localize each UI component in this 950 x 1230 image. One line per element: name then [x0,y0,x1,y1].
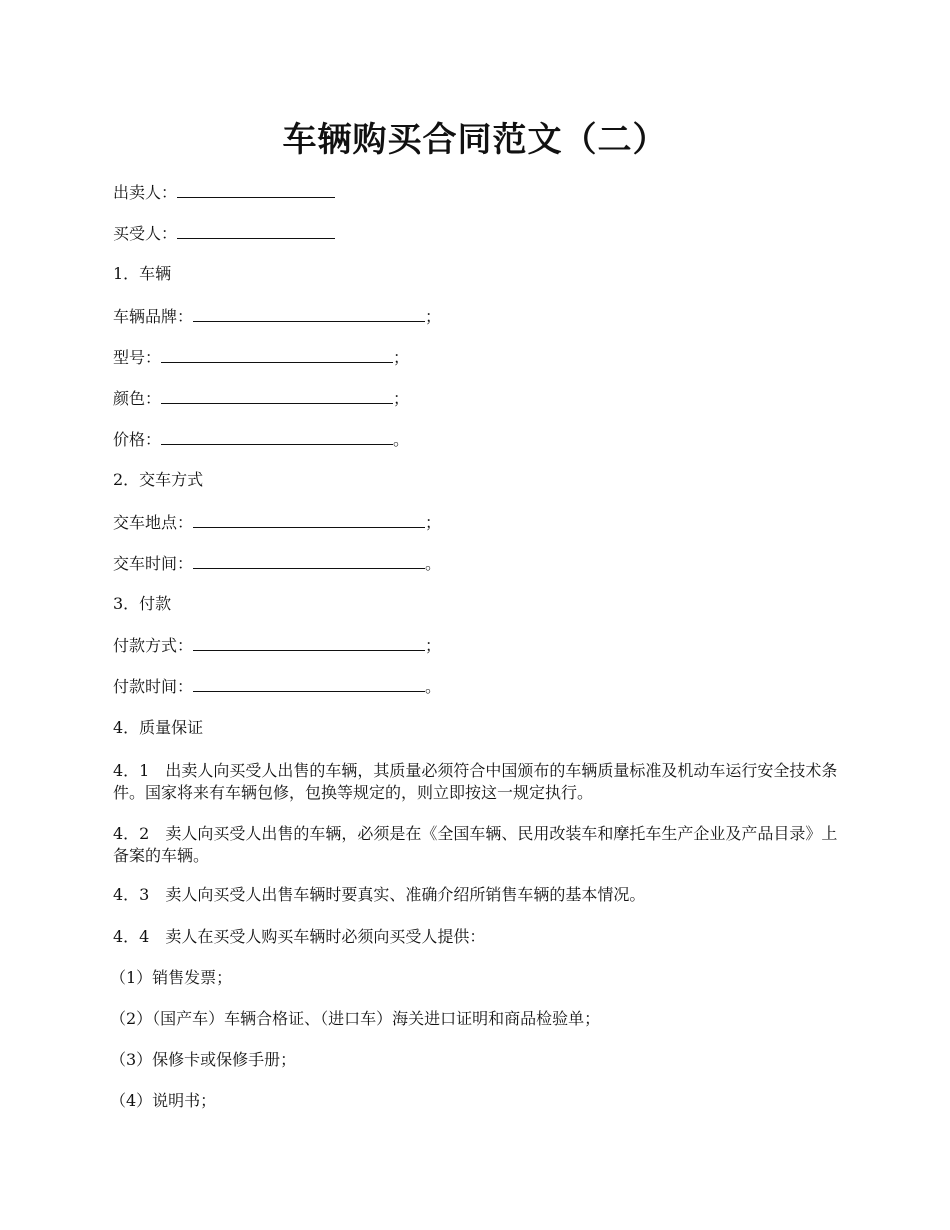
clause-4-1 [113,760,843,804]
color-punct: ； [393,389,410,408]
delivery-time-blank[interactable] [193,552,425,569]
section-1-heading: 1．车辆 [113,264,172,283]
delivery-place-line [113,511,441,534]
price-label: 价格： [113,430,162,449]
price-blank[interactable] [161,428,393,445]
clause-4-2-text: 卖人向买受人出售的车辆，必须是在《全国车辆、民用改装车和摩托车生产企业及产品目录》上备案的车辆。 [113,824,838,865]
brand-label: 车辆品牌： [113,307,194,326]
price-line [113,428,409,451]
clause-4-1-number: 4．1 [113,761,150,780]
clause-4-3 [113,884,645,906]
delivery-place-punct: ； [425,513,442,532]
model-label: 型号： [113,348,162,367]
payment-method-punct: ； [425,636,442,655]
delivery-place-label: 交车地点： [113,513,194,532]
list-item: （4）说明书； [110,1091,217,1110]
document-title: 车辆购买合同范文（二） [282,120,668,160]
list-item: （1）销售发票； [110,968,233,987]
seller-line [113,181,335,204]
brand-line [113,305,441,328]
payment-method-blank[interactable] [193,634,425,651]
price-punct: 。 [393,430,410,449]
color-label: 颜色： [113,389,162,408]
brand-punct: ； [425,307,442,326]
clause-4-4-text: 卖人在买受人购买车辆时必须向买受人提供： [165,927,486,946]
model-line [113,346,409,369]
buyer-line [113,222,335,245]
delivery-time-punct: 。 [425,554,442,573]
clause-4-4 [113,926,485,948]
payment-method-label: 付款方式： [113,636,194,655]
clause-4-3-number: 4．3 [113,885,150,904]
clause-4-4-number: 4．4 [113,927,150,946]
clause-4-1-text: 出卖人向买受人出售的车辆，其质量必须符合中国颁布的车辆质量标准及机动车运行安全技术条件。国家将来有车辆包修，包换等规定的，则立即按这一规定执行。 [113,761,838,802]
delivery-time-label: 交车时间： [113,554,194,573]
delivery-place-blank[interactable] [193,511,425,528]
list-item: （3）保修卡或保修手册； [110,1050,297,1069]
seller-blank[interactable] [177,181,335,198]
buyer-label: 买受人： [113,224,178,243]
color-blank[interactable] [161,387,393,404]
clause-4-2 [113,823,843,867]
payment-time-punct: 。 [425,677,442,696]
delivery-time-line [113,552,441,575]
payment-method-line [113,634,441,657]
section-3-heading: 3．付款 [113,594,172,613]
list-item: （2）（国产车）车辆合格证、（进口车）海关进口证明和商品检验单； [110,1009,601,1028]
clause-4-3-text: 卖人向买受人出售车辆时要真实、准确介绍所销售车辆的基本情况。 [165,885,646,904]
clause-4-2-number: 4．2 [113,824,150,843]
seller-label: 出卖人： [113,183,178,202]
payment-time-blank[interactable] [193,675,425,692]
brand-blank[interactable] [193,305,425,322]
payment-time-line [113,675,441,698]
model-punct: ； [393,348,410,367]
buyer-blank[interactable] [177,222,335,239]
payment-time-label: 付款时间： [113,677,194,696]
model-blank[interactable] [161,346,393,363]
section-4-heading: 4．质量保证 [113,718,204,737]
color-line [113,387,409,410]
section-2-heading: 2．交车方式 [113,470,204,489]
